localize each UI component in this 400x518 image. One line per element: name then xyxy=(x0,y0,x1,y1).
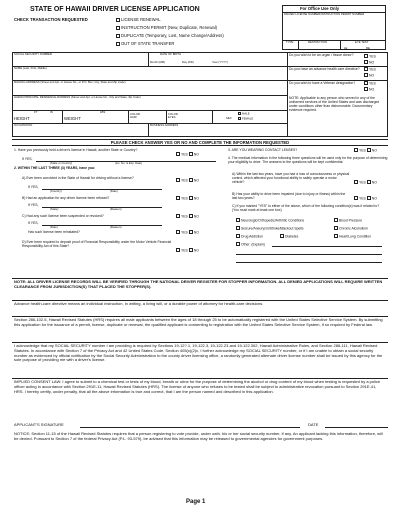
donor-yes[interactable]: YES xyxy=(364,54,376,59)
sex-male[interactable]: MALE xyxy=(238,112,250,116)
checkbox[interactable] xyxy=(116,34,120,38)
qc-reason: (Reason) xyxy=(110,225,122,229)
ssn-label: SOCIAL SECURITY NUMBER xyxy=(14,52,52,56)
cond-heart[interactable]: Heart/Lung Condition xyxy=(334,234,371,239)
qc-if: If YES, xyxy=(28,221,39,225)
qb-yesno[interactable]: YES NO xyxy=(176,196,199,201)
donor-no[interactable]: NO xyxy=(364,60,374,65)
note-implied-consent: IMPLIED CONSENT LAW: I agree to submit to a chemical test or tests of my blood, breath or urine for the purpose of determining the alcohol or drug content of my blood when testing is requested by a police officer acting in accordance with Section 291E-11, Hawaii Revised Statutes (HRS). The license of anyone who refuses to be tested shall be subject to administrative revocation pursuant to Section 291E-41, HRS. I hereby certify, under penalty, that all the above information is true and correct, that I am the person named and described in this application. xyxy=(14,379,381,394)
transaction-option-renewal[interactable]: LICENSE RENEWAL xyxy=(116,17,161,22)
qb-if: If YES, xyxy=(28,203,39,207)
qd-text: D) Ever been required to deposit proof of Financial Responsibility under the Motor Vehicle Financial Responsibility Act of this State? xyxy=(22,240,172,248)
section-header: PLEASE CHECK ANSWER YES OR NO AND COMPLETE THE INFORMATION REQUESTED xyxy=(12,139,388,146)
q4b-yesno[interactable]: YES NO xyxy=(354,196,377,201)
q4a-text: A) Within the last two years, have you had a loss of consciousness or physical control, which affected your functional ability to safely operate a motor vehicle? xyxy=(232,172,350,184)
cond-seizure[interactable]: Seizure/Aneurysm/Stroke/Blackout Spells xyxy=(236,226,304,231)
restriction-label: RESTRICTION xyxy=(308,40,327,44)
qa-yesno[interactable]: YES NO xyxy=(176,178,199,183)
name-label: NAME (Last, First, Middle) xyxy=(14,66,47,70)
q4-text: 4. The medical information in the following three questions will be used only for the purpose of determining your eligibility to drive. The answers to the questions will be kept confidential. xyxy=(228,156,388,164)
veteran-note: NOTE: Applicable to any person who served in any of the uniformed services of the United States and was discharged under conditions other than dishonorable. Documentary evidence required. xyxy=(289,96,380,112)
dob-month: Month (MM) xyxy=(150,60,166,64)
cond-diabetes[interactable]: Diabetes xyxy=(280,234,298,239)
name-field[interactable] xyxy=(12,66,287,80)
occupation-label: OCCUPATION xyxy=(14,123,33,127)
qc-date: (Date) xyxy=(50,225,58,229)
qa-text: A) Ever been convicted in the State of Hawaii for driving without a license? xyxy=(22,176,134,180)
height-label: HEIGHT xyxy=(14,116,30,121)
hair-label: COLOR HAIR xyxy=(130,112,140,120)
transaction-option-permit[interactable]: INSTRUCTION PERMIT (New, Duplicate, Renewal) xyxy=(116,25,217,30)
q3-yesno[interactable]: YES NO xyxy=(354,148,377,153)
eye-test-label: EYE TEST xyxy=(355,40,369,44)
business-label: BUSINESS ADDRESS xyxy=(150,123,179,127)
q1-yesno[interactable]: YES NO xyxy=(176,152,199,157)
q1-text: 1. Have you previously held a driver's license in Hawaii, another State or Country? xyxy=(14,148,138,152)
voter-notice: NOTICE: Section 11-15 of the Hawaii Revised Statutes requires that a person registering to vote provide, under oath, his or her social security number, if any. An applicant lacking this information, therefore, will be denied. Pursuant to Section 7 of the federal Privacy Act (P.L. 93-579), be advised that this information may be released to governmental agencies for government purposes. xyxy=(14,431,383,441)
lbs-label: LBS xyxy=(100,110,106,114)
transaction-label: CHECK TRANSACTION REQUESTED xyxy=(14,17,88,22)
signature-field[interactable] xyxy=(80,418,300,428)
q1-if: If YES, xyxy=(22,157,33,161)
signature-label: APPLICANT'S SIGNATURE xyxy=(14,422,64,427)
dob-label: DATE OF BIRTH xyxy=(160,52,182,56)
checkbox[interactable] xyxy=(116,42,120,46)
qc-yesno[interactable]: YES NO xyxy=(176,214,199,219)
qb-reason: (Reason) xyxy=(110,207,122,211)
dl-number-label: DRIVER LICENSE NUMBER/INSTRUCTION PERMIT NUMBER xyxy=(284,12,365,16)
in-label: IN xyxy=(50,110,53,114)
q3-text: 3. ARE YOU WEARING CONTACT LENSES? xyxy=(228,148,298,152)
cond-other[interactable]: Other: (Explain) xyxy=(236,242,265,247)
re-label: RE xyxy=(366,46,370,50)
q4a-yesno[interactable]: YES NO xyxy=(354,180,377,185)
note-stopper: NOTE: ALL DRIVER LICENSE RECORDS WILL BE VERIFIED THROUGH THE NATIONAL DRIVER REGISTER FOR STOPPER INFORMATION. ALL DENIED APPLICATIONS WILL REQUIRE WRITTEN CLEARANCE FROM JURISDICTION(S) THAT PLACED THE STOPPER(S). xyxy=(14,279,383,289)
q4b-text: B) Has your ability to drive been impaired (due to injury or illness) within the last two years? xyxy=(232,192,346,200)
ft-label: FT xyxy=(34,110,38,114)
care-yes[interactable]: YES xyxy=(364,67,376,72)
weight-label: WEIGHT xyxy=(64,116,81,121)
qb-text: B) Had an application for any driver license been refused? xyxy=(22,196,110,200)
office-use-label: For Office Use Only xyxy=(300,6,340,11)
eyes-label: COLOR EYES xyxy=(168,112,178,120)
qc2-yesno[interactable]: YES NO xyxy=(176,230,199,235)
cond-drug[interactable]: Drug Addiction xyxy=(236,234,263,239)
qd-yesno[interactable]: YES NO xyxy=(176,248,199,253)
date-label: DATE xyxy=(308,422,319,427)
le-label: LE xyxy=(344,46,348,50)
checkbox[interactable] xyxy=(116,18,120,22)
page-number: Page 1 xyxy=(186,499,206,505)
transaction-option-duplicate[interactable]: DUPLICATE (Temporary, Lost, Name Change/Address) xyxy=(116,33,224,38)
sex-female[interactable]: FEMALE xyxy=(238,117,253,121)
date-field[interactable] xyxy=(325,418,388,428)
qc-text: C) Had any such license been suspended or revoked? xyxy=(22,214,104,218)
care-no[interactable]: NO xyxy=(364,73,374,78)
qa-date: (Date) xyxy=(110,189,118,193)
q1-state: (State or Country) xyxy=(50,161,73,165)
donor-question: Do you wish to be an organ / tissue donor? xyxy=(289,53,354,57)
note-section286: Section 286-102.5, Hawaii Revised Statutes (HRS) requires all male applicants between the ages of 18 through 25 to be automatically registered with the United States Selective Service System. By submitting this application for the issuance of a permit, license, duplicate or renewal, the qualified applicant is consenting to registration with the United States Selective Service System, if so required by Federal law. xyxy=(14,317,383,327)
mailing-label: MAILING ADDRESS (Street and Apt. or House No., or P.O. Box; City, State and Zip Code) xyxy=(14,80,126,84)
q1-lic: (Lic. No. & Exp. Date) xyxy=(115,161,143,165)
cond-neuro[interactable]: Neurologic/Orthopedic/Arthritic Conditions xyxy=(236,218,304,223)
cond-bp[interactable]: Blood Pressure xyxy=(334,218,362,223)
veteran-yes[interactable]: YES xyxy=(364,81,376,86)
q2-text: 2. WITHIN THE LAST THREE (3) YEARS, have you: xyxy=(14,166,96,170)
veteran-question: Do you wish to have a Veteran designation? xyxy=(289,81,356,85)
qa-if: If YES, xyxy=(28,185,39,189)
transaction-option-transfer[interactable]: OUT OF STATE TRANSFER xyxy=(116,41,174,46)
dob-day: Day (DD) xyxy=(182,60,194,64)
type-label: TYPE xyxy=(286,40,294,44)
note-advance: Advance health-care directive means an individual instruction, in writing, a living will, or a durable power of attorney for health-care decisions. xyxy=(14,301,264,306)
sex-label: SEX xyxy=(226,116,232,120)
care-question: Do you have an advance health care directive? xyxy=(289,67,360,71)
qb-state: (State) xyxy=(50,207,59,211)
note-acknowledge: I acknowledge that my SOCIAL SECURITY number I am providing is required by Sections 19-12?.1, 19-122.3, 19-122.23 and 19-122.302, Hawaii Administrative Rules, and Section 286-111, Hawaii Revised Statutes. In accordance with Section 7 of the Privacy Act and 42 United States Code, Section 405(c)(2)c, I further acknowledge my SOCIAL SECURITY number, or if I am unable to obtain a social security number as evidenced by official notification by the Social Security Administration to the county driver licensing office, a randomly generated alternate driver license number shall be issued by this agency for the sole purpose of providing me with a driver's license. xyxy=(14,343,383,363)
q4c-text: C) If you marked "YES" to either of the above, which of the following condition(s) was it related to? (You must mark at least one box) xyxy=(232,204,380,212)
cond-alcohol[interactable]: Chronic Alcoholism xyxy=(334,226,368,231)
qa-country: (Country) xyxy=(50,189,62,193)
qc2-text: Has such license been reinstated? xyxy=(28,230,80,234)
form-title: STATE OF HAWAII DRIVER LICENSE APPLICATION xyxy=(30,6,200,13)
checkbox[interactable] xyxy=(116,26,120,30)
veteran-no[interactable]: NO xyxy=(364,87,374,92)
dob-year: Year (YYYY) xyxy=(212,60,228,64)
residence-label: HAWAII PRINCIPAL RESIDENCE ADDRESS (Street and Apt. or House No., City and State, Zip Code) xyxy=(14,95,141,99)
